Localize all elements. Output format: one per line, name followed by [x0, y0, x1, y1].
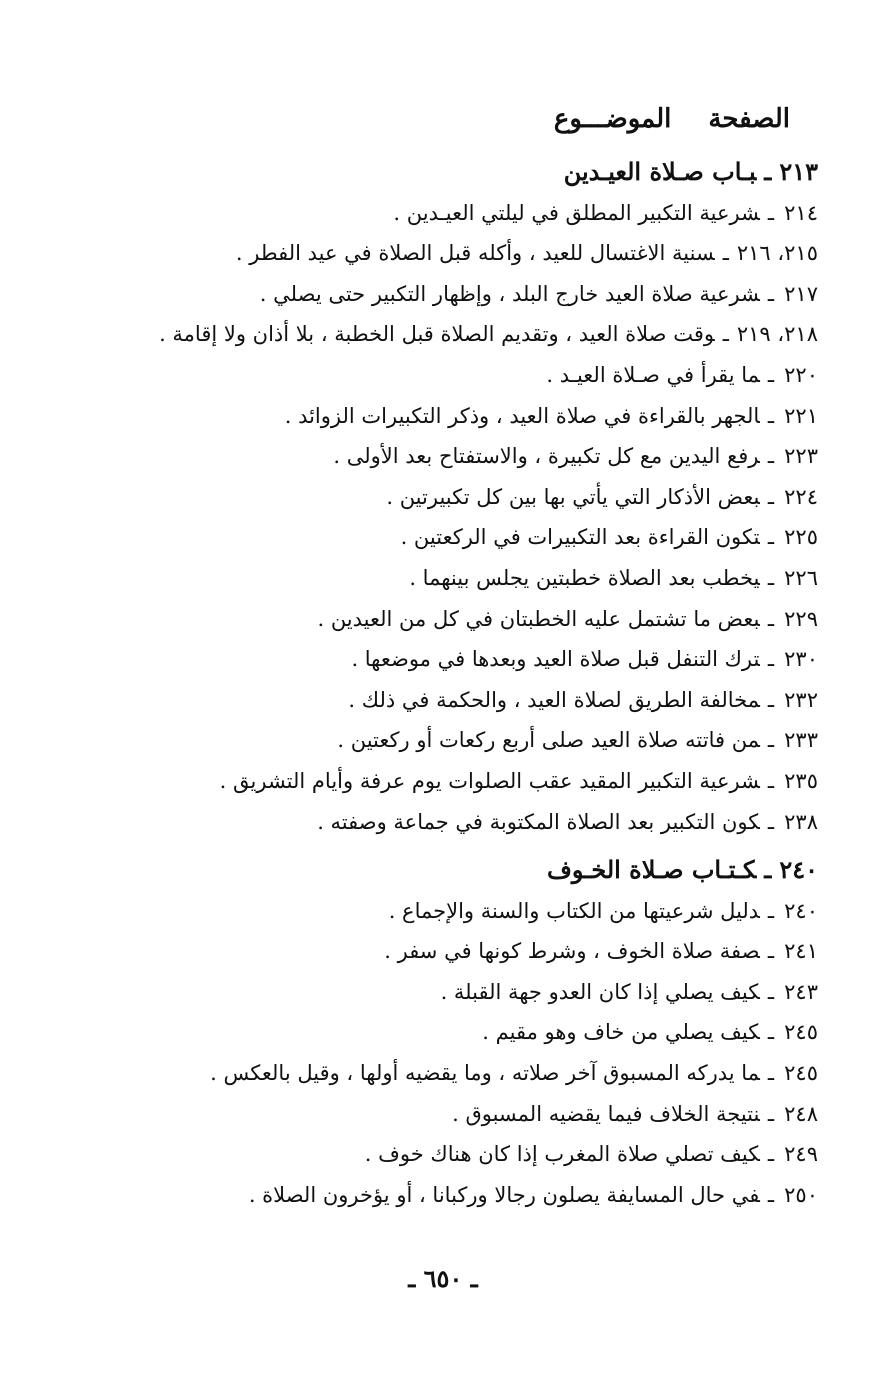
topic-text: كيف يصلي إذا كان العدو جهة القبلة .	[440, 979, 760, 1004]
topic-text: كيف يصلي من خاف وهو مقيم .	[482, 1020, 760, 1045]
contents-list	[58, 152, 818, 1215]
page-reference: ٢٢١	[784, 403, 818, 428]
page-reference: ٢١٨، ٢١٩	[736, 322, 818, 347]
page-reference: ٢٢٦	[784, 565, 818, 590]
page-column-label: الصفحة	[708, 104, 790, 134]
contents-row	[58, 802, 818, 843]
topic-text: تكون القراءة بعد التكبيرات في الركعتين .	[400, 525, 760, 550]
page-number: ـ ٦٥٠ ـ	[408, 1264, 478, 1293]
topic-text: بعض ما تشتمل عليه الخطبتان في كل من العيدين .	[317, 606, 760, 631]
page-reference: ٢١٣	[779, 157, 818, 186]
contents-row	[58, 396, 818, 437]
contents-row	[58, 193, 818, 234]
page-reference: ٢٤٠	[784, 898, 818, 923]
topic-text: ما يقرأ في صـلاة العيـد .	[546, 362, 760, 387]
separator-dash: ـ	[767, 728, 774, 753]
page-reference: ٢٤٥	[784, 1061, 818, 1086]
topic-text: في حال المسايفة يصلون رجالا وركبانا ، أو يؤخرون الصلاة .	[248, 1182, 760, 1207]
page-reference: ٢٣٠	[784, 647, 818, 672]
topic-text: شرعية التكبير المطلق في ليلتي العيـدين .	[393, 200, 760, 225]
topic-text: ترك التنفل قبل صلاة العيد وبعدها في موضعها .	[351, 647, 760, 672]
contents-row	[58, 720, 818, 761]
page-reference: ٢٤٩	[784, 1142, 818, 1167]
contents-row	[58, 477, 818, 518]
page-reference: ٢٢٤	[784, 484, 818, 509]
separator-dash: ـ	[767, 403, 774, 428]
section-title: بـاب صـلاة العيـدين	[563, 157, 757, 186]
topic-text: شرعية صلاة العيد خارج البلد ، وإظهار التكبير حتى يصلي .	[259, 281, 760, 306]
section-title: كـتـاب صـلاة الخـوف	[547, 855, 757, 885]
separator-dash: ـ	[767, 200, 774, 225]
topic-text: رفع اليدين مع كل تكبيرة ، والاستفتاح بعد الأولى .	[333, 444, 760, 469]
page-reference: ٢٣٨	[784, 809, 818, 834]
separator-dash: ـ	[767, 606, 774, 631]
contents-row	[58, 436, 818, 477]
separator-dash: ـ	[767, 1182, 774, 1207]
page-reference: ٢١٥، ٢١٦	[736, 241, 818, 266]
contents-row	[58, 274, 818, 315]
topic-text: صفة صلاة الخوف ، وشرط كونها في سفر .	[384, 939, 760, 964]
separator-dash: ـ	[767, 1142, 774, 1167]
separator-dash: ـ	[767, 809, 774, 834]
page-reference: ٢٤٣	[784, 979, 818, 1004]
contents-row	[58, 1094, 818, 1135]
separator-dash: ـ	[767, 565, 774, 590]
contents-row	[58, 931, 818, 972]
topic-text: الجهر بالقراءة في صلاة العيد ، وذكر التكبيرات الزوائد .	[284, 403, 760, 428]
separator-dash: ـ	[767, 979, 774, 1004]
separator-dash: ـ	[767, 1101, 774, 1126]
contents-row	[58, 599, 818, 640]
page-reference: ٢٣٥	[784, 768, 818, 793]
separator-dash: ـ	[722, 322, 729, 347]
separator-dash: ـ	[764, 157, 772, 186]
table-header	[554, 104, 790, 134]
topic-text: وقت صلاة العيد ، وتقديم الصلاة قبل الخطبة ، بلا أذان ولا إقامة .	[159, 322, 715, 347]
topic-text: نتيجة الخلاف فيما يقضيه المسبوق .	[452, 1101, 760, 1126]
separator-dash: ـ	[767, 484, 774, 509]
separator-dash: ـ	[767, 898, 774, 923]
contents-row	[58, 517, 818, 558]
topic-text: مخالفة الطريق لصلاة العيد ، والحكمة في ذلك .	[348, 687, 760, 712]
contents-row	[58, 355, 818, 396]
topic-text: دليل شرعيتها من الكتاب والسنة والإجماع .	[388, 898, 760, 923]
separator-dash: ـ	[767, 939, 774, 964]
topic-text: من فاتته صلاة العيد صلى أربع ركعات أو ركعتين .	[337, 728, 760, 753]
page-reference: ٢٤٠	[779, 855, 818, 885]
topic-text: شرعية التكبير المقيد عقب الصلوات يوم عرفة وأيام التشريق .	[219, 768, 760, 793]
separator-dash: ـ	[767, 768, 774, 793]
page-reference: ٢٥٠	[784, 1182, 818, 1207]
page-reference: ٢٤٥	[784, 1020, 818, 1045]
separator-dash: ـ	[767, 281, 774, 306]
topic-text: بعض الأذكار التي يأتي بها بين كل تكبيرتين .	[386, 484, 760, 509]
separator-dash: ـ	[722, 241, 729, 266]
section-heading-row	[58, 152, 818, 193]
topic-text: يخطب بعد الصلاة خطبتين يجلس بينهما .	[409, 565, 760, 590]
topic-text: سنية الاغتسال للعيد ، وأكله قبل الصلاة في عيد الفطر .	[235, 241, 715, 266]
separator-dash: ـ	[767, 647, 774, 672]
contents-row	[58, 680, 818, 721]
page-reference: ٢١٤	[784, 200, 818, 225]
separator-dash: ـ	[767, 1020, 774, 1045]
contents-row	[58, 314, 818, 355]
page-reference: ٢٣٢	[784, 687, 818, 712]
separator-dash: ـ	[767, 525, 774, 550]
page-reference: ٢٢٥	[784, 525, 818, 550]
page-reference: ٢٤٨	[784, 1101, 818, 1126]
topic-text: كون التكبير بعد الصلاة المكتوبة في جماعة وصفته .	[317, 809, 760, 834]
contents-row	[58, 558, 818, 599]
contents-row	[58, 891, 818, 932]
separator-dash: ـ	[767, 444, 774, 469]
separator-dash: ـ	[767, 1061, 774, 1086]
contents-row	[58, 1012, 818, 1053]
separator-dash: ـ	[764, 855, 772, 885]
page-reference: ٢٣٣	[784, 728, 818, 753]
contents-row	[58, 761, 818, 802]
page-reference: ٢٢٣	[784, 444, 818, 469]
contents-row	[58, 1175, 818, 1216]
page-reference: ٢٤١	[784, 939, 818, 964]
section-heading-row	[58, 850, 818, 891]
contents-row	[58, 639, 818, 680]
contents-row	[58, 1053, 818, 1094]
contents-row	[58, 233, 818, 274]
topic-text: كيف تصلي صلاة المغرب إذا كان هناك خوف .	[364, 1142, 760, 1167]
separator-dash: ـ	[767, 362, 774, 387]
page-reference: ٢٢٠	[784, 362, 818, 387]
topic-text: ما يدركه المسبوق آخر صلاته ، وما يقضيه أولها ، وقيل بالعكس .	[210, 1061, 760, 1086]
page-reference: ٢١٧	[784, 281, 818, 306]
topic-column-label: الموضـــوع	[553, 104, 672, 134]
contents-row	[58, 1134, 818, 1175]
page-reference: ٢٢٩	[784, 606, 818, 631]
separator-dash: ـ	[767, 687, 774, 712]
contents-row	[58, 972, 818, 1013]
